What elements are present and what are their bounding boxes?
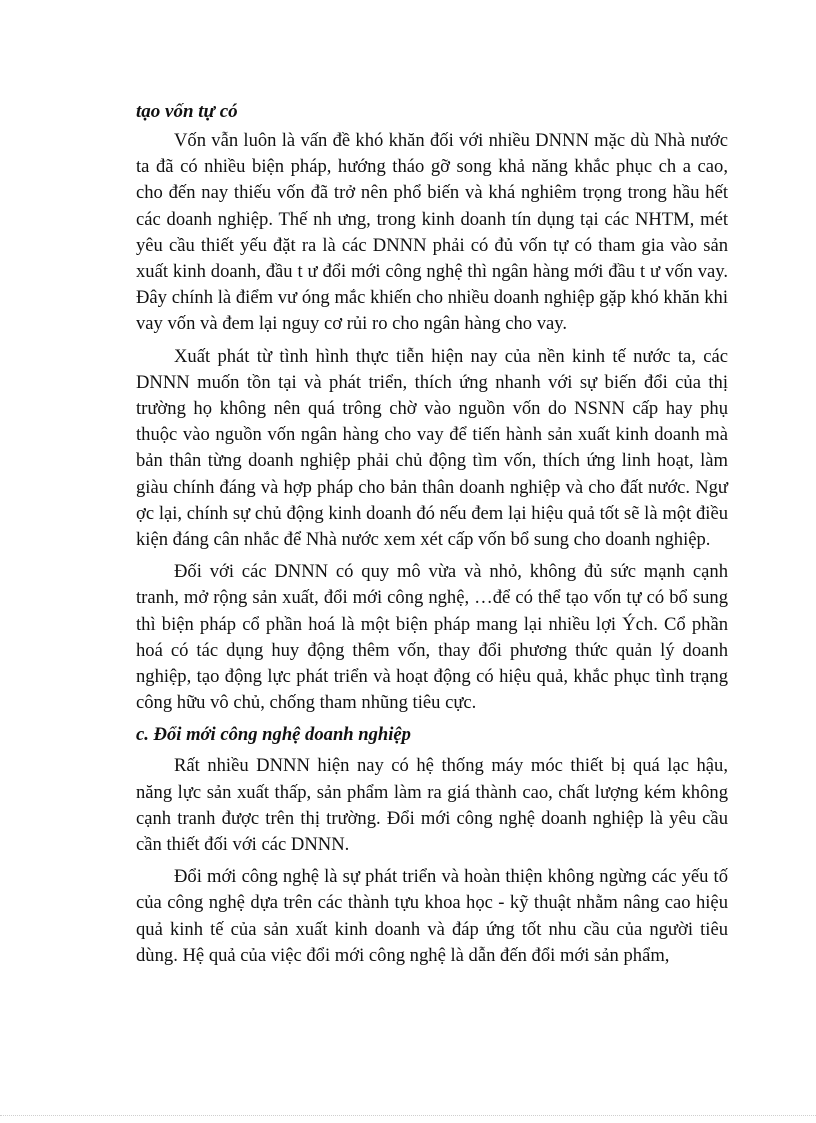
paragraph-technology-innovation: Đổi mới công nghệ là sự phát triển và hoàn thiện không ngừng các yếu tố của công nghệ dựa trên các thành tựu khoa học - kỹ thuật nhằm nâng cao hiệu quả kinh tế của sản xuất kinh doanh và đáp ứng tốt nhu cầu của người tiêu dùng. Hệ quả của việc đổi mới công nghệ là dẫn đến đổi mới sản phẩm,	[136, 866, 728, 966]
document-body	[136, 100, 728, 975]
paragraph-self-reliance: Xuất phát từ tình hình thực tiễn hiện nay của nền kinh tế nước ta, các DNNN muốn tồn tại và phát triển, thích ứng nhanh với sự biến đổi của thị trường họ không nên quá trông chờ vào nguồn vốn do NSNN cấp hay phụ thuộc vào nguồn vốn ngân hàng cho vay để tiến hành sản xuất kinh doanh mà bản thân từng doanh nghiệp phải chủ động tìm vốn, thích ứng linh hoạt, làm giàu chính đáng và hợp pháp cho bản thân doanh nghiệp và cho đất nước. Ngư ợc lại, chính sự chủ động kinh doanh đó nếu đem lại hiệu quả tốt sẽ là một điều kiện đáng cân nhắc để Nhà nước xem xét cấp vốn bổ sung cho doanh nghiệp.	[136, 345, 728, 551]
section-heading-continued: tạo vốn tự có	[136, 101, 238, 122]
paragraph-outdated-equipment: Rất nhiều DNNN hiện nay có hệ thống máy móc thiết bị quá lạc hậu, năng lực sản xuất thấp, sản phẩm làm ra giá thành cao, chất lượng kém không cạnh tranh được trên thị trường. Đổi mới công nghệ doanh nghiệp là yêu cầu cần thiết đối với các DNNN.	[136, 755, 728, 856]
paragraph-capital-difficulty: Vốn vẫn luôn là vấn đề khó khăn đối với nhiều DNNN mặc dù Nhà nước ta đã có nhiều biện pháp, hướng tháo gỡ song khả năng khắc phục ch a cao, cho đến nay thiếu vốn đã trở nên phổ biến và khá nghiêm trọng trong hầu hết các doanh nghiệp. Thế nh ưng, trong kinh doanh tín dụng tại các NHTM, mét yêu cầu thiết yếu đặt ra là các DNNN phải có đủ vốn tự có tham gia vào sản xuất kinh doanh, đầu t ư đổi mới công nghệ thì ngân hàng mới đầu t ư vốn vay. Đây chính là điểm vư óng mắc khiến cho nhiều doanh nghiệp gặp khó khăn khi vay vốn và đem lại nguy cơ rủi ro cho ngân hàng cho vay.	[136, 130, 728, 335]
page-bottom-divider	[0, 1115, 816, 1116]
section-heading-technology: c. Đổi mới công nghệ doanh nghiệp	[136, 724, 411, 746]
paragraph-equitization: Đối với các DNNN có quy mô vừa và nhỏ, không đủ sức mạnh cạnh tranh, mở rộng sản xuất, đổi mới công nghệ, …để có thể tạo vốn tự có bổ sung thì biện pháp cổ phần hoá là một biện pháp mang lại nhiều lợi Ých. Cổ phần hoá có tác dụng huy động thêm vốn, thay đổi phương thức quản lý doanh nghiệp, tạo động lực phát triển và hoạt động có hiệu quả, khắc phục tình trạng công hữu vô chủ, chống tham nhũng tiêu cực.	[136, 561, 728, 714]
